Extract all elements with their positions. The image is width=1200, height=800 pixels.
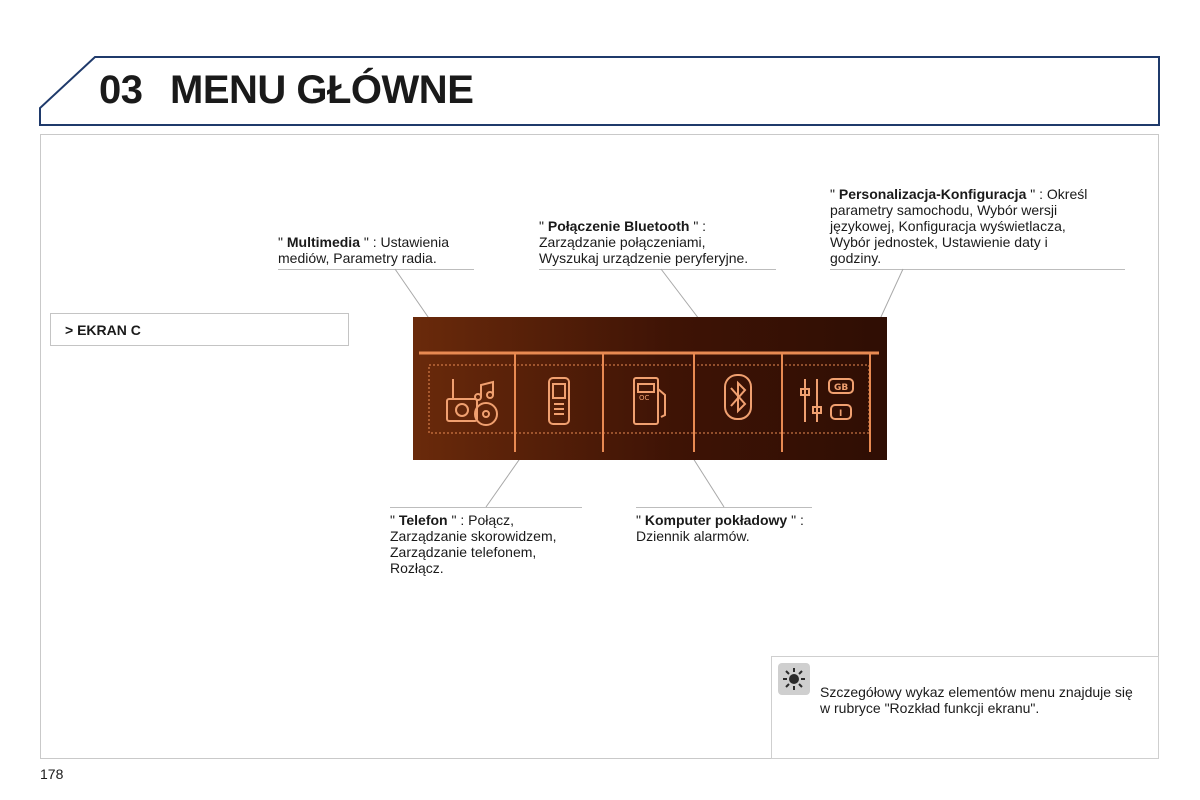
callout-text: : Ustawienia <box>368 234 449 250</box>
callout-heading: Personalizacja-Konfiguracja <box>838 186 1027 202</box>
callout-telephone <box>390 512 590 576</box>
note-text: Szczegółowy wykaz elementów menu znajduje się w rubryce "Rozkład funkcji ekranu". <box>820 684 1133 716</box>
callout-line: " Multimedia " : Ustawienia <box>278 234 449 250</box>
callout-heading: Połączenie Bluetooth <box>547 218 690 234</box>
phone-icon <box>549 378 569 424</box>
multimedia-icon <box>447 379 497 425</box>
callout-text: Rozłącz. <box>390 560 444 576</box>
tip-icon <box>778 663 812 697</box>
callout-underline <box>830 269 1125 270</box>
page-title: MENU GŁÓWNE <box>170 68 474 112</box>
callout-heading: Telefon <box>398 512 448 528</box>
callout-text: Dziennik alarmów. <box>636 528 750 544</box>
callout-heading: Multimedia <box>286 234 360 250</box>
chapter-number: 03 <box>99 68 143 112</box>
callout-text: : <box>698 218 707 234</box>
language-badge-bottom: I <box>839 409 843 419</box>
callout-text: : Połącz, <box>456 512 515 528</box>
callout-line: " Telefon " : Połącz, <box>390 512 515 528</box>
callout-text: : Określ <box>1035 186 1088 202</box>
callout-text: Zarządzanie połączeniami, <box>539 234 706 250</box>
callout-text: Zarządzanie telefonem, <box>390 544 537 560</box>
callout-text: Wybór jednostek, Ustawienie daty i <box>830 234 1048 250</box>
callout-underline <box>278 269 474 270</box>
callout-underline <box>539 269 776 270</box>
callout-personalization <box>830 186 1130 266</box>
callout-bluetooth <box>539 218 789 266</box>
fuel-badge: OC <box>639 394 650 402</box>
callout-text: językowej, Konfiguracja wyświetlacza, <box>830 218 1066 234</box>
device-screen <box>413 317 887 460</box>
callout-line: " Połączenie Bluetooth " : <box>539 218 707 234</box>
callout-multimedia <box>278 234 478 266</box>
language-badge-top: GB <box>834 383 849 393</box>
screen-graphic <box>413 317 887 460</box>
callout-text: Wyszukaj urządzenie peryferyjne. <box>539 250 749 266</box>
callout-line: " Komputer pokładowy " : <box>636 512 804 528</box>
callout-text: : <box>796 512 804 528</box>
page-number: 178 <box>40 766 64 782</box>
screen-label: > EKRAN C <box>50 313 349 346</box>
callout-computer <box>636 512 836 544</box>
callout-heading: Komputer pokładowy <box>644 512 788 528</box>
callout-overline <box>636 507 812 508</box>
callout-line: " Personalizacja-Konfiguracja " : Określ <box>830 186 1088 202</box>
callout-text: mediów, Parametry radia. <box>278 250 437 266</box>
callout-text: godziny. <box>830 250 882 266</box>
callout-text: Zarządzanie skorowidzem, <box>390 528 557 544</box>
bluetooth-icon <box>725 375 751 419</box>
callout-overline <box>390 507 582 508</box>
callout-text: parametry samochodu, Wybór wersji <box>830 202 1058 218</box>
